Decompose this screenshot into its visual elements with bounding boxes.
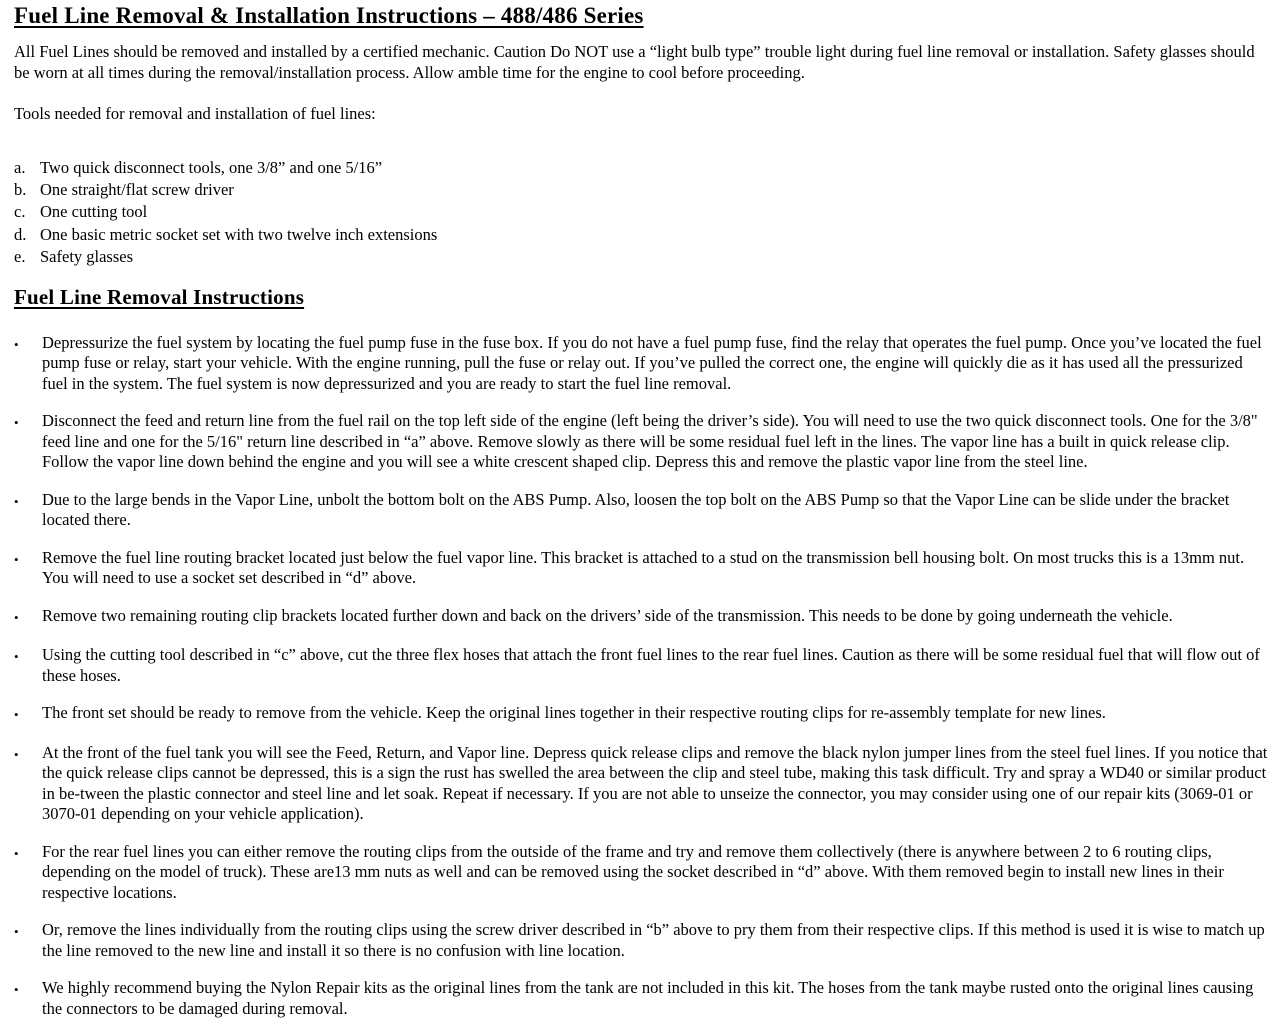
step-text: Using the cutting tool described in “c” above, cut the three flex hoses that attach the front fuel lines to the rear fuel lines. Caution as there will be some residual fuel that will flow out of these hoses. [42, 645, 1260, 685]
tool-text: Two quick disconnect tools, one 3/8” and one 5/16” [40, 157, 383, 177]
page-title [14, 3, 1268, 29]
list-item [14, 333, 1268, 395]
list-item [14, 490, 1268, 531]
step-text: Depressurize the fuel system by locating the fuel pump fuse in the fuse box. If you do not have a fuel pump fuse, find the relay that operates the fuel pump. Once you’ve located the fuel pump fuse or relay, start your vehicle. With the engine running, pull the fuse or relay out. If you’ve pulled the correct one, the engine will quickly die as it has used all the pressurized fuel in the system. The fuel system is now depressurized and you are ready to start the fuel line removal. [42, 332, 1262, 393]
bullet-icon: • [14, 609, 19, 625]
list-letter: e. [14, 247, 26, 267]
list-item [14, 920, 1268, 961]
bullet-icon: • [14, 746, 19, 762]
list-item [14, 842, 1268, 904]
bullet-icon: • [14, 336, 19, 352]
list-letter: c. [14, 202, 26, 222]
tool-text: One straight/flat screw driver [40, 179, 234, 199]
step-text: The front set should be ready to remove from the vehicle. Keep the original lines together in their respective routing clips for re-assembly template for new lines. [42, 703, 1106, 723]
tools-list [14, 157, 1268, 269]
list-item [14, 201, 1268, 223]
step-text: For the rear fuel lines you can either remove the routing clips from the outside of the frame and try and remove them collectively (there is anywhere between 2 to 6 routing clips, depending on the model of truck). These are13 mm nuts as well and can be removed using the socket described in “d” above. With them removed begin to install new lines in their respective locations. [42, 841, 1224, 902]
bullet-icon: • [14, 551, 19, 567]
list-item [14, 179, 1268, 201]
list-letter: a. [14, 157, 26, 177]
bullet-icon: • [14, 649, 19, 665]
list-item [14, 645, 1268, 686]
list-item [14, 743, 1268, 825]
section-heading [14, 285, 1268, 310]
bullet-icon: • [14, 924, 19, 940]
step-text: Remove two remaining routing clip brackets located further down and back on the drivers’ side of the transmission. This needs to be done by going underneath the vehicle. [42, 605, 1173, 625]
step-text: Remove the fuel line routing bracket located just below the fuel vapor line. This bracket is attached to a stud on the transmission bell housing bolt. On most trucks this is a 13mm nut. You will need to use a socket set described in “d” above. [42, 547, 1245, 588]
bullet-icon: • [14, 707, 19, 723]
intro-paragraph: All Fuel Lines should be removed and installed by a certified mechanic. Caution Do NOT use a “light bulb type” trouble light during fuel line removal or installation. Safety glasses should be worn at all times during the removal/installation process. Allow amble time for the engine to cool before proceeding. [14, 42, 1255, 82]
step-text: At the front of the fuel tank you will see the Feed, Return, and Vapor line. Depress quick release clips and remove the black nylon jumper lines from the steel fuel lines. If you notice that the quick release clips cannot be depressed, this is a sign the rust has swelled the area between the clip and steel tube, making this task difficult. Try and spray a WD40 or similar product in be-tween the plastic connector and steel line and let soak. Repeat if necessary. If you are not able to unseize the connector, you may consider using one of our repair kits (3069-01 or 3070-01 depending on your vehicle application). [42, 742, 1268, 824]
tools-intro: Tools needed for removal and installation of fuel lines: [14, 104, 376, 123]
list-item [14, 548, 1268, 589]
bullet-icon: • [14, 982, 19, 998]
steps-list [14, 333, 1268, 1019]
section-heading-text: Fuel Line Removal Instructions [14, 284, 305, 309]
tool-text: One basic metric socket set with two twelve inch extensions [40, 224, 438, 244]
list-item [14, 224, 1268, 246]
list-letter: b. [14, 179, 27, 199]
list-item [14, 978, 1268, 1019]
list-item [14, 246, 1268, 268]
list-letter: d. [14, 224, 27, 244]
list-item [14, 411, 1268, 473]
bullet-icon: • [14, 845, 19, 861]
step-text: Disconnect the feed and return line from the fuel rail on the top left side of the engine (left being the driver’s side). You will need to use the two quick disconnect tools. One for the 3/8" feed line and one for the 5/16" return line described in “a” above. Remove slowly as there will be some residual fuel left in the lines. The vapor line has a built in quick release clip. Follow the vapor line down behind the engine and you will see a white crescent shaped clip. Depress this and remove the plastic vapor line from the steel line. [42, 411, 1258, 472]
tool-text: One cutting tool [40, 202, 148, 222]
page-title-text: Fuel Line Removal & Installation Instructions – 488/486 Series [14, 3, 644, 28]
list-item [14, 703, 1268, 726]
step-text: Or, remove the lines individually from the routing clips using the screw driver described in “b” above to pry them from their respective clips. If this method is used it is wise to match up the line removed to the new line and install it so there is no confusion with line location. [42, 920, 1265, 960]
step-text: Due to the large bends in the Vapor Line, unbolt the bottom bolt on the ABS Pump. Also, loosen the top bolt on the ABS Pump so that the Vapor Line can be slide under the bracket located there. [42, 489, 1230, 530]
bullet-icon: • [14, 493, 19, 509]
tool-text: Safety glasses [40, 247, 134, 267]
bullet-icon: • [14, 415, 19, 431]
step-text: We highly recommend buying the Nylon Repair kits as the original lines from the tank are not included in this kit. The hoses from the tank maybe rusted onto the original lines causing the connectors to be damaged during removal. [42, 978, 1254, 1018]
list-item [14, 157, 1268, 179]
list-item [14, 606, 1268, 629]
